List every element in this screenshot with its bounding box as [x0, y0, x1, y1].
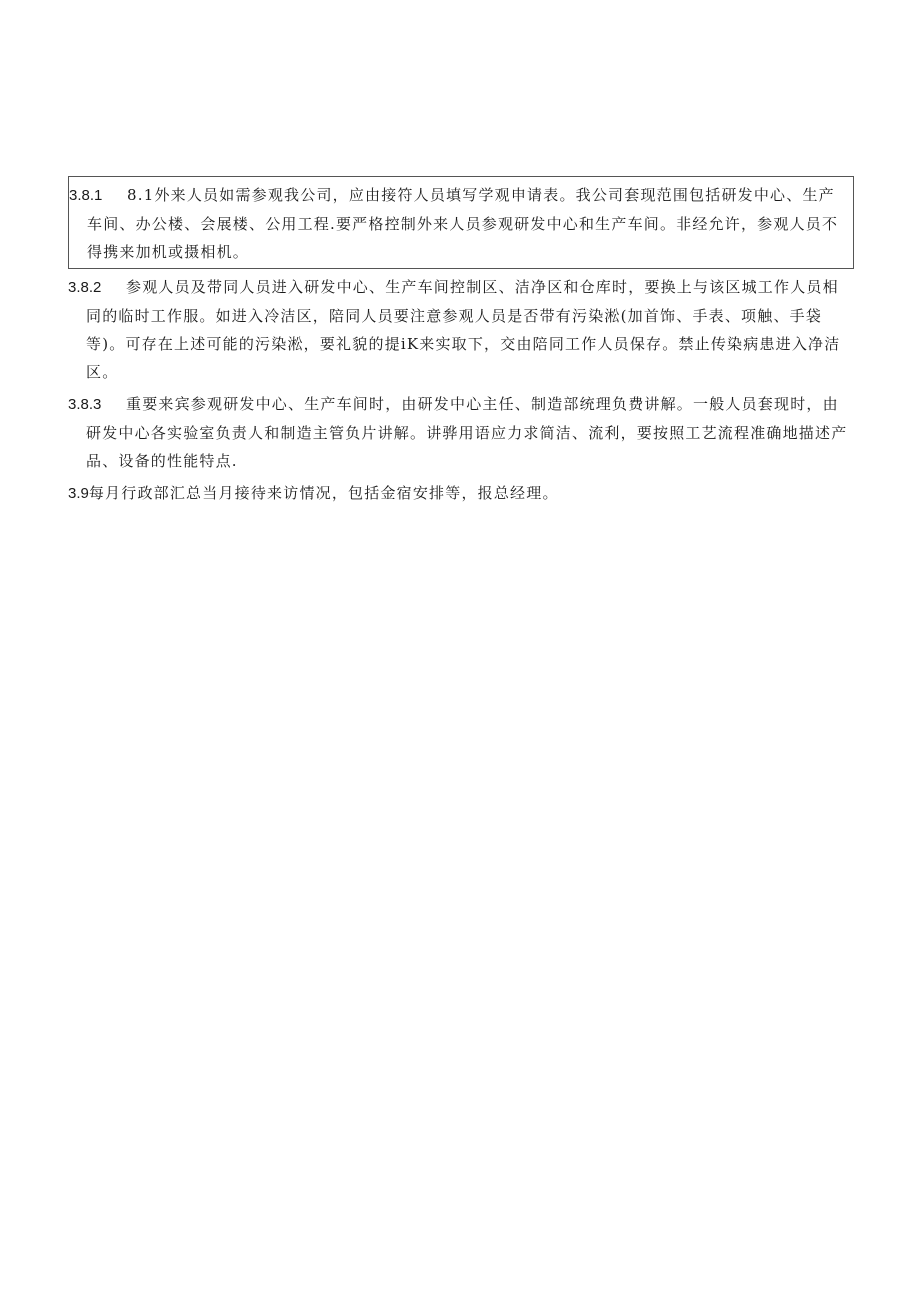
clause-3-8-2: [68, 269, 854, 386]
clause-3-8-1: [68, 176, 854, 269]
clause-number: 3.8.2: [68, 279, 102, 296]
clause-number: 3.8.1: [69, 187, 103, 204]
clause-text: 参观人员及带同人员进入研发中心、生产车间控制区、洁净区和仓库时，要换上与该区城工作人员相同的临时工作服。如进入冷洁区，陪同人员要注意参观人员是否带有污染淞(加首饰、手表、项触、手袋等)。可存在上述可能的污染淞，要礼貌的提iK来实取下，交由陪同工作人员保存。禁止传染病患进入净洁区。: [86, 278, 841, 381]
document-body: [68, 176, 858, 508]
clause-text: 重要来宾参观研发中心、生产车间时，由研发中心主任、制造部统理负费讲解。一般人员套现时，由研发中心各实验室负责人和制造主管负片讲解。讲骅用语应力求简洁、流利，要按照工艺流程准确地描述产品、设备的性能特点.: [86, 395, 848, 470]
clause-3-9: [68, 475, 854, 508]
clause-text: 8.1外来人员如需参观我公司，应由接符人员填写学观申请表。我公司套现范围包括研发中心、生产车间、办公楼、会展楼、公用工程.要严格控制外来人员参观研发中心和生产车间。非经允许，参观人员不得携来加机或摄相机。: [87, 186, 839, 261]
clause-text: 每月行政部汇总当月接待来访情况，包括金宿安排等，报总经理。: [88, 484, 559, 502]
clause-number: 3.8.3: [68, 396, 102, 413]
clause-number: 3.9: [68, 485, 89, 502]
clause-3-8-3: [68, 386, 854, 475]
